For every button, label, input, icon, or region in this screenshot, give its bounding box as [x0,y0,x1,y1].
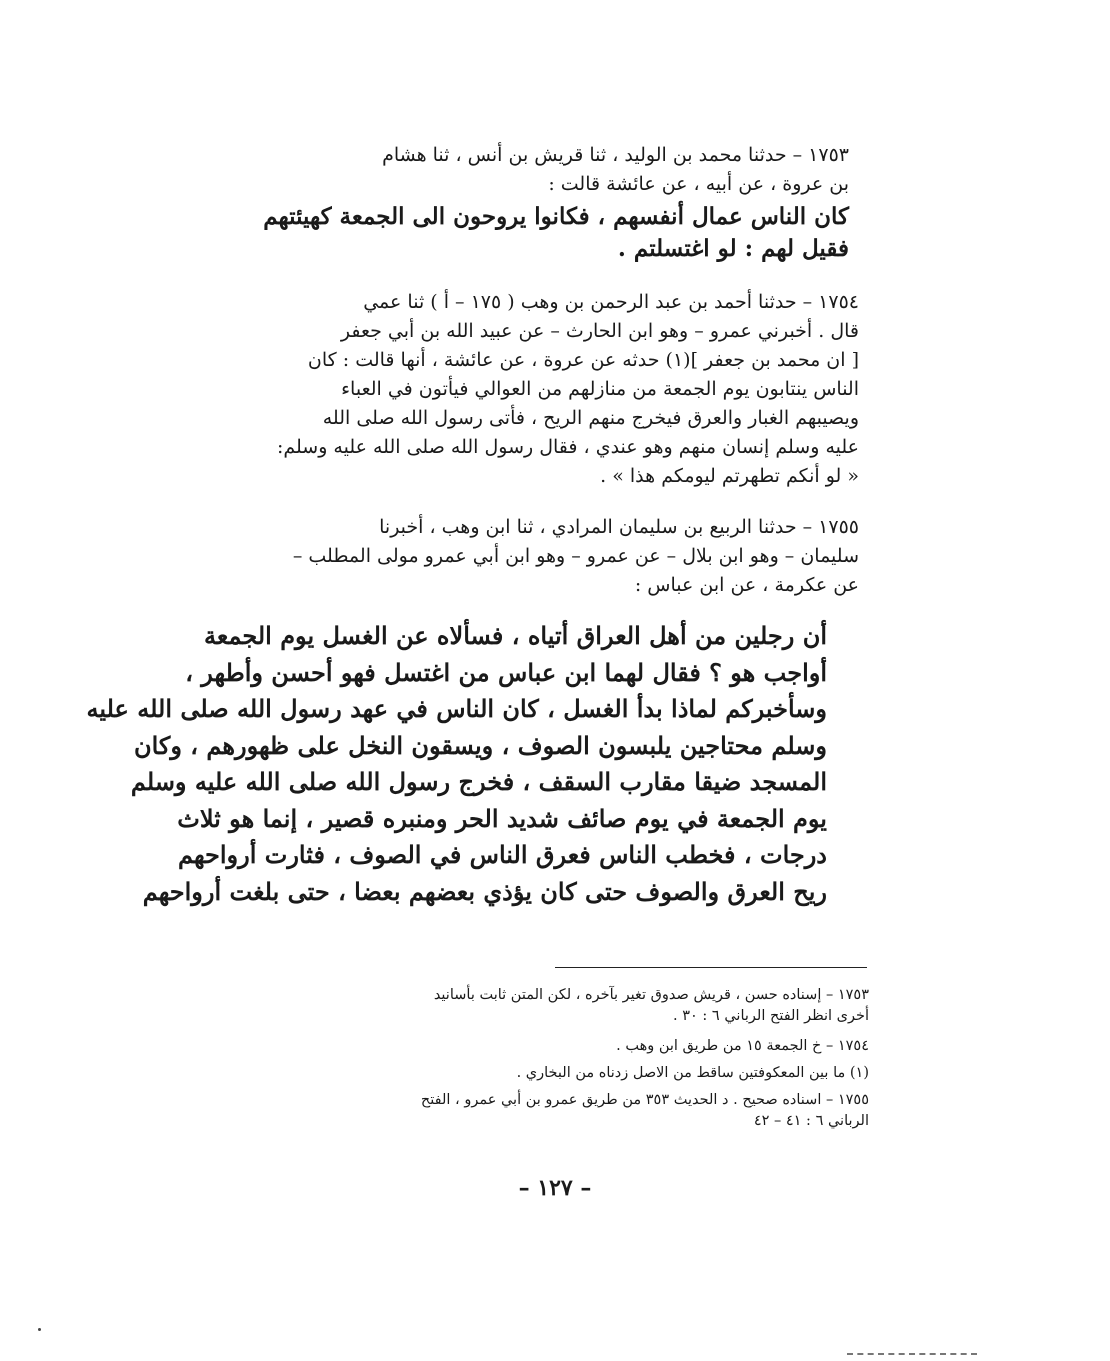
text-line: ريح العرق والصوف حتى كان يؤذي بعضهم بعضا ، حتى بلغت أرواحهم [142,876,827,906]
footnote-line: ١٧٥٤ – خ الجمعة ١٥ من طريق ابن وهب . [616,1038,869,1054]
hadith-1755-isnad [190,513,859,600]
text-line: ويصيبهم الغبار والعرق فيخرج منهم الريح ، فأتى رسول الله صلى الله [322,407,859,429]
footnote-separator [555,967,867,968]
hadith-1753-matn [190,201,849,265]
footnote-line: (١) ما بين المعكوفتين ساقط من الاصل زدناه من البخاري . [516,1065,869,1081]
text-line: الناس ينتابون يوم الجمعة من منازلهم من العوالي فيأتون في العباء [341,378,859,400]
scan-edge-marks [847,1353,977,1355]
hadith-1753-isnad [190,141,849,199]
footnotes [200,985,869,1132]
hadith-1755-matn [86,618,827,910]
text-line: أن رجلين من أهل العراق أتياه ، فسألاه عن الغسل يوم الجمعة [204,621,827,650]
text-line: عليه وسلم إنسان منهم وهو عندي ، فقال رسول الله صلى الله عليه وسلم: [276,436,859,458]
text-line: وسلم محتاجين يلبسون الصوف ، ويسقون النخل على ظهورهم ، وكان [133,730,827,760]
text-line: أواجب هو ؟ فقال لهما ابن عباس من اغتسل فهو أحسن وأطهر ، [185,657,827,687]
text-line: عن عكرمة ، عن ابن عباس : [634,574,859,596]
text-line: [ ان محمد بن جعفر ](١) حدثه عن عروة ، عن عائشة ، أنها قالت : كان [307,349,859,371]
text-line: سليمان – وهو ابن بلال – عن عمرو – وهو ابن أبي عمرو مولى المطلب – [292,545,859,567]
text-line: المسجد ضيقا مقارب السقف ، فخرج رسول الله صلى الله عليه وسلم [130,767,827,796]
text-line: وسأخبركم لماذا بدأ الغسل ، كان الناس في عهد رسول الله صلى الله عليه [86,694,827,723]
text-line: كان الناس عمال أنفسهم ، فكانوا يروحون الى الجمعة كهيئتهم [263,203,849,230]
scan-speck [38,1328,41,1331]
text-line: بن عروة ، عن أبيه ، عن عائشة قالت : [548,173,849,195]
page-number: – ١٢٧ – [518,1175,592,1201]
text-line: يوم الجمعة في يوم صائف شديد الحر ومنبره قصير ، إنما هو ثلاث [177,803,827,833]
text-line: قال . أخبرني عمرو – وهو ابن الحارث – عن عبيد الله بن أبي جعفر [340,320,859,342]
footnote-line: ١٧٥٣ – إسناده حسن ، قريش صدوق تغير بآخره ، لكن المتن ثابت بأسانيد [433,987,869,1003]
text-line: ١٧٥٥ – حدثنا الربيع بن سليمان المرادي ، ثنا ابن وهب ، أخبرنا [379,516,859,538]
footnote-line: أخرى انظر الفتح الرباني ٦ : ٣٠ . [673,1008,869,1024]
footnote-line: ١٧٥٥ – اسناده صحيح . د الحديث ٣٥٣ من طريق عمرو بن أبي عمرو ، الفتح [420,1092,869,1108]
text-line: ١٧٥٣ – حدثنا محمد بن الوليد ، ثنا قريش بن أنس ، ثنا هشام [382,144,849,166]
text-line: فقيل لهم : لو اغتسلتم . [617,235,849,262]
hadith-1754 [190,288,859,491]
text-line: ١٧٥٤ – حدثنا أحمد بن عبد الرحمن بن وهب ( ١٧٥ – أ ) ثنا عمي [363,291,859,313]
text-line: « لو أنكم تطهرتم ليومكم هذا » . [600,465,859,487]
text-line: درجات ، فخطب الناس فعرق الناس في الصوف ، فثارت أرواحهم [177,840,827,869]
footnote-line: الرباني ٦ : ٤١ – ٤٢ [753,1113,869,1129]
